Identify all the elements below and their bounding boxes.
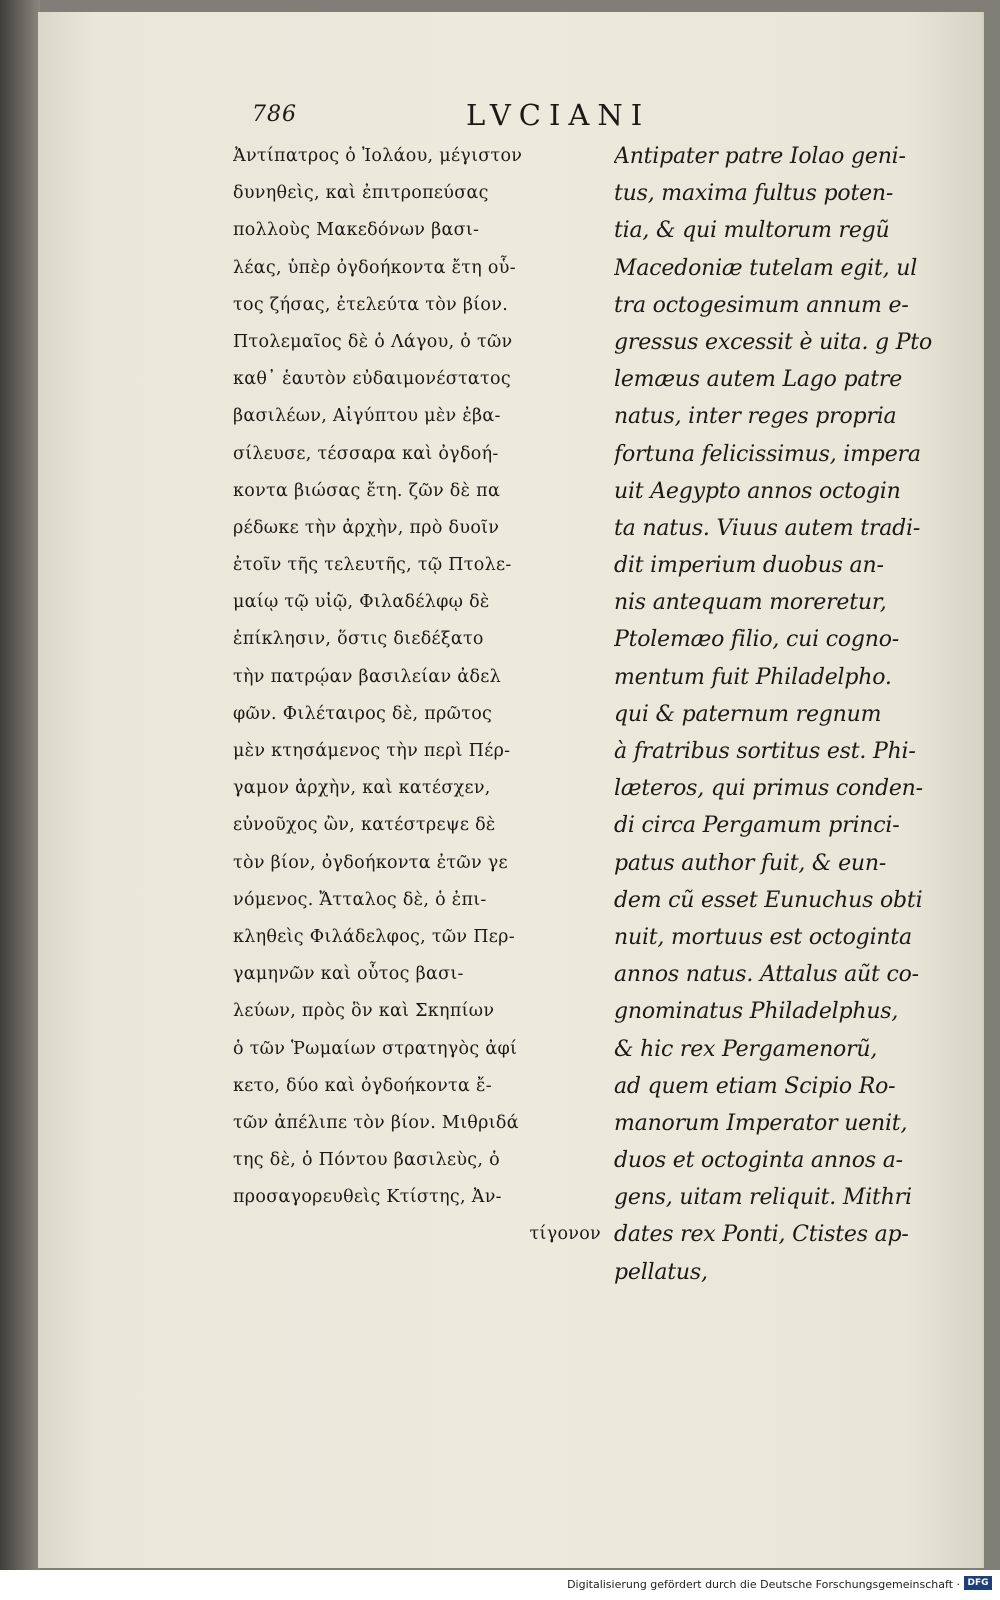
greek-text-line: τίγονον xyxy=(529,1224,601,1245)
latin-text-line: Antipater patre Iolao geni- xyxy=(614,144,906,169)
greek-text-line: της δὲ, ὁ Πόντου βασιλεὺς, ὁ xyxy=(233,1150,500,1171)
latin-text-line: lemæus autem Lago patre xyxy=(614,367,903,393)
latin-text-line: duos et octoginta annos a- xyxy=(614,1148,903,1174)
latin-text-line: qui & paternum regnum xyxy=(614,701,882,727)
running-title: LVCIANI xyxy=(466,98,651,132)
latin-text-line: fortuna felicissimus, impera xyxy=(614,441,921,467)
binding-shadow xyxy=(0,0,40,1570)
greek-column xyxy=(233,138,601,1254)
latin-text-line: ad quem etiam Scipio Ro- xyxy=(614,1073,896,1099)
funding-credit: Digitalisierung gefördert durch die Deutsche Forschungsgemeinschaft · xyxy=(567,1578,960,1591)
latin-column xyxy=(614,138,946,1291)
latin-text-line: læteros, qui primus conden- xyxy=(614,776,923,802)
latin-text-line: tus, maxima fultus poten- xyxy=(614,181,894,207)
latin-text-line: gressus excessit è uita. g Pto xyxy=(614,329,932,355)
latin-text-line: natus, inter reges propria xyxy=(614,404,897,430)
greek-text-line: ἐπίκλησιν, ὅστις διεδέξατο xyxy=(233,629,484,650)
latin-text-line: di circa Pergamum princi- xyxy=(614,813,900,839)
greek-text-line: εὐνοῦχος ὢν, κατέστρεψε δὲ xyxy=(233,815,496,836)
greek-text-line: γαμον ἀρχὴν, καὶ κατέσχεν, xyxy=(233,778,491,799)
footer-bar xyxy=(0,1570,1000,1600)
greek-text-line: τὸν βίον, ὀγδοήκοντα ἐτῶν γε xyxy=(233,852,508,873)
latin-text-line: Macedoniæ tutelam egit, ul xyxy=(614,255,918,281)
greek-text-line: Πτολεμαῖος δὲ ὁ Λάγου, ὁ τῶν xyxy=(233,331,513,352)
latin-text-line: annos natus. Attalus aũt co- xyxy=(614,962,919,988)
running-head xyxy=(0,100,1000,140)
latin-text-line: dates rex Ponti, Ctistes ap- xyxy=(614,1222,909,1248)
greek-text-line: Ἀντίπατρος ὁ Ἰολάου, μέγιστον xyxy=(233,146,523,166)
greek-text-line: βασιλέων, Αἰγύπτου μὲν ἐβα- xyxy=(233,406,501,427)
latin-text-line: mentum fuit Philadelpho. xyxy=(614,664,892,690)
greek-text-line: κετο, δύο καὶ ὀγδοήκοντα ἔ- xyxy=(233,1075,492,1096)
page-number: 786 xyxy=(252,102,297,127)
greek-text-line: τὴν πατρῴαν βασιλείαν ἀδελ xyxy=(233,666,502,687)
greek-text-line: ὁ τῶν Ῥωμαίων στρατηγὸς ἀφί xyxy=(233,1038,518,1059)
greek-text-line: φῶν. Φιλέταιρος δὲ, πρῶτος xyxy=(233,703,493,724)
greek-text-line: προσαγορευθεὶς Κτίστης, Ἀν- xyxy=(233,1187,502,1208)
dfg-logo-icon: DFG xyxy=(964,1576,992,1590)
greek-text-line: κληθεὶς Φιλάδελφος, τῶν Περ- xyxy=(233,926,515,947)
greek-text-line: νόμενος. Ἄτταλος δὲ, ὁ ἐπι- xyxy=(233,889,487,910)
latin-text-line: uit Aegypto annos octogin xyxy=(614,478,901,504)
greek-text-line: γαμηνῶν καὶ οὗτος βασι- xyxy=(233,964,464,985)
greek-text-line: ρέδωκε τὴν ἀρχὴν, πρὸ δυοῖν xyxy=(233,517,500,538)
latin-text-line: gens, uitam reliquit. Mithri xyxy=(614,1185,912,1211)
latin-text-line: dit imperium duobus an- xyxy=(614,553,884,579)
greek-text-line: τῶν ἀπέλιπε τὸν βίον. Μιθριδά xyxy=(233,1112,519,1133)
latin-text-line: gnominatus Philadelphus, xyxy=(614,999,899,1025)
latin-text-line: manorum Imperator uenit, xyxy=(614,1110,908,1136)
latin-text-line: tra octogesimum annum e- xyxy=(614,292,909,318)
greek-text-line: τος ζήσας, ἐτελεύτα τὸν βίον. xyxy=(233,294,509,315)
greek-text-line: λεύων, πρὸς ὃν καὶ Σκηπίων xyxy=(233,1001,495,1022)
latin-text-line: & hic rex Pergamenorũ, xyxy=(614,1036,878,1062)
latin-text-line: nuit, mortuus est octoginta xyxy=(614,924,912,950)
greek-text-line: σίλευσε, τέσσαρα καὶ ὀγδοή- xyxy=(233,443,499,464)
latin-text-line: tia, & qui multorum regũ xyxy=(614,218,890,244)
latin-text-line: ta natus. Viuus autem tradi- xyxy=(614,515,921,541)
latin-text-line: pellatus, xyxy=(614,1259,708,1285)
greek-text-line: ἐτοῖν τῆς τελευτῆς, τῷ Πτολε- xyxy=(233,555,512,576)
latin-text-line: dem cũ esset Eunuchus obti xyxy=(614,887,923,913)
latin-text-line: patus author fuit, & eun- xyxy=(614,850,887,876)
greek-text-line: δυνηθεὶς, καὶ ἐπιτροπεύσας xyxy=(233,183,489,204)
latin-text-line: à fratribus sortitus est. Phi- xyxy=(614,739,916,764)
greek-text-line: μὲν κτησάμενος τὴν περὶ Πέρ- xyxy=(233,741,511,761)
greek-text-line: μαίῳ τῷ υἱῷ, Φιλαδέλφῳ δὲ xyxy=(233,592,490,613)
greek-text-line: καθ᾽ ἑαυτὸν εὐδαιμονέστατος xyxy=(233,369,511,390)
latin-text-line: Ptolemæo filio, cui cogno- xyxy=(614,627,900,653)
greek-text-line: λέας, ὑπὲρ ὀγδοήκοντα ἔτη οὗ- xyxy=(233,257,516,278)
greek-text-line: κοντα βιώσας ἔτη. ζῶν δὲ πα xyxy=(233,480,501,501)
greek-text-line: πολλοὺς Μακεδόνων βασι- xyxy=(233,220,480,241)
latin-text-line: nis antequam moreretur, xyxy=(614,590,887,616)
